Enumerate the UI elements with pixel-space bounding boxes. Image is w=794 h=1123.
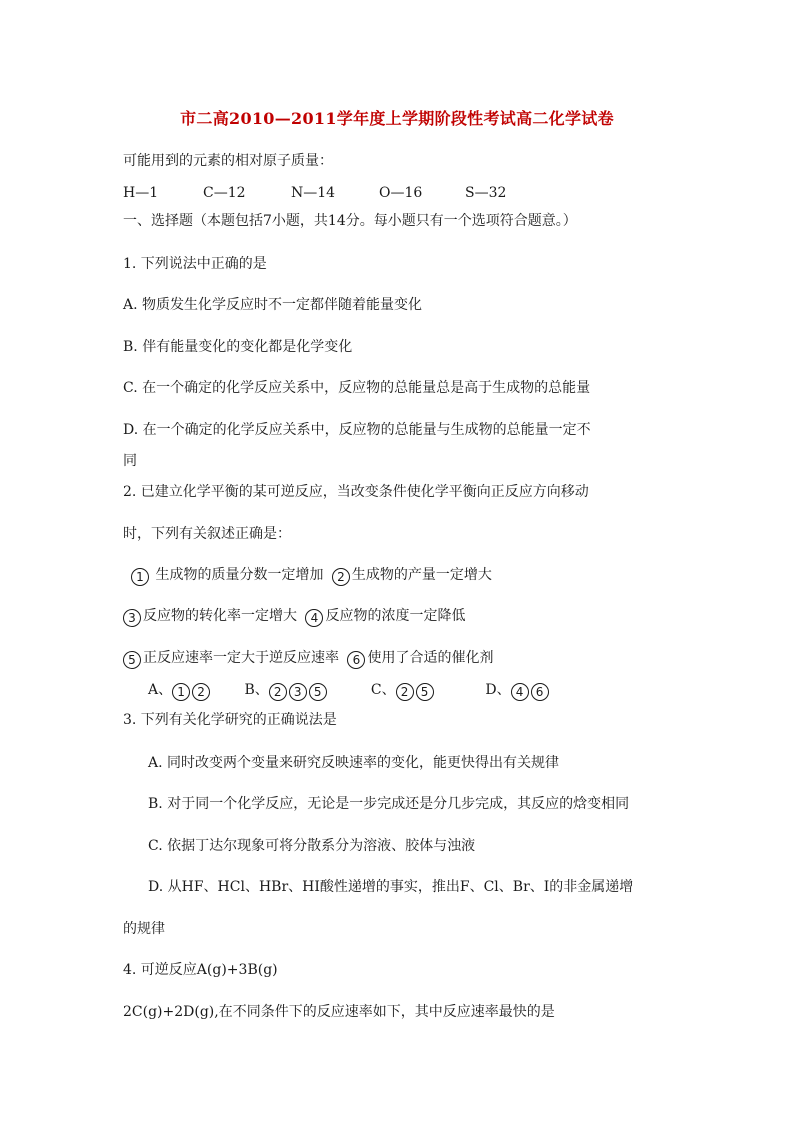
q2-statements-row2 [123,607,465,627]
circled-2: 2 [396,683,414,701]
circled-4: 4 [305,609,323,627]
q3-option-c: C. 依据丁达尔现象可将分散系分为溶液、胶体与浊液 [148,838,476,854]
statement-4: 反应物的浓度一定降低 [325,608,466,624]
option-d-label: D、 [485,682,511,698]
q2-stem-cont: 时，下列有关叙述正确是： [123,526,291,542]
q2-answer-options [148,681,551,701]
circled-3: 3 [123,609,141,627]
statement-3: 反应物的转化率一定增大 [143,608,297,624]
q2-statements-row3 [123,649,493,669]
q2-option-d [485,681,550,701]
mass-c: C—12 [203,185,246,201]
circled-6: 6 [531,683,549,701]
q1-option-d: D. 在一个确定的化学反应关系中，反应物的总能量与生成物的总能量一定不 [123,422,591,438]
section-heading: 一、选择题（本题包括7小题，共14分。每小题只有一个选项符合题意。） [123,213,577,229]
option-c-label: C、 [370,682,396,698]
q2-option-c [371,681,481,701]
q3-option-d-cont: 的规律 [123,921,165,937]
circled-2: 2 [192,683,210,701]
q1-option-c: C. 在一个确定的化学反应关系中，反应物的总能量总是高于生成物的总能量 [123,380,591,396]
q2-option-a [148,681,240,701]
option-a-label: A、 [148,682,173,698]
statement-1: 生成物的质量分数一定增加 [155,567,324,583]
q4-stem: 4. 可逆反应A(g)+3B(g) [123,962,278,978]
q1-stem: 1. 下列说法中正确的是 [123,256,267,272]
q1-option-d-cont: 同 [123,453,137,469]
mass-s: S—32 [465,185,507,201]
circled-5: 5 [123,651,141,669]
circled-1: 1 [131,568,149,586]
mass-o: O—16 [379,185,423,201]
q3-option-d: D. 从HF、HCl、HBr、HI酸性递增的事实，推出F、Cl、Br、I的非金属递增 [148,879,634,895]
option-b-label: B、 [244,682,269,698]
statement-6: 使用了合适的催化剂 [367,650,494,666]
atomic-masses [123,184,506,202]
page-title: 市二高2010—2011学年度上学期阶段性考试高二化学试卷 [180,109,614,128]
circled-2: 2 [332,568,350,586]
circled-6: 6 [347,651,365,669]
q2-statements-row1 [131,566,492,586]
q2-option-b [244,681,366,701]
q1-option-b: B. 伴有能量变化的变化都是化学变化 [123,339,353,355]
circled-5: 5 [416,683,434,701]
intro-text: 可能用到的元素的相对原子质量： [123,153,333,169]
circled-5: 5 [309,683,327,701]
circled-3: 3 [289,683,307,701]
statement-2: 生成物的产量一定增大 [351,567,492,583]
q1-option-a: A. 物质发生化学反应时不一定都伴随着能量变化 [123,297,423,313]
q2-stem: 2. 已建立化学平衡的某可逆反应，当改变条件使化学平衡向正反应方向移动 [123,484,589,500]
circled-2: 2 [269,683,287,701]
statement-5: 正反应速率一定大于逆反应速率 [143,650,339,666]
q4-stem-cont: 2C(g)+2D(g),在不同条件下的反应速率如下，其中反应速率最快的是 [123,1004,555,1020]
mass-n: N—14 [291,185,336,201]
q3-stem: 3. 下列有关化学研究的正确说法是 [123,712,337,728]
circled-1: 1 [172,683,190,701]
q3-option-a: A. 同时改变两个变量来研究反映速率的变化，能更快得出有关规律 [148,755,560,771]
circled-4: 4 [511,683,529,701]
q3-option-b: B. 对于同一个化学反应，无论是一步完成还是分几步完成，其反应的焓变相同 [148,796,630,812]
mass-h: H—1 [123,185,159,201]
